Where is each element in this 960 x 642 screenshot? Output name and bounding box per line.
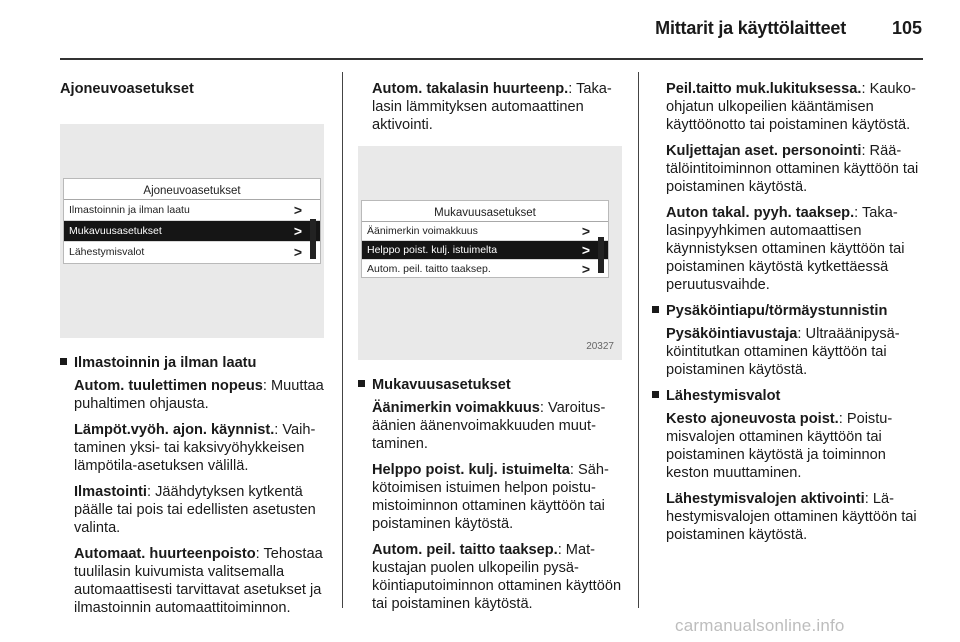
definition: : Kauko-ohjatun ulkopeilien kääntämisen käyttöönotto tai poistaminen käytöstä. bbox=[666, 81, 916, 133]
definition-item bbox=[74, 377, 332, 413]
bullet-heading bbox=[358, 376, 624, 394]
bullet-square-icon bbox=[652, 391, 659, 398]
definition-item bbox=[666, 80, 924, 134]
figure-code: 20327 bbox=[586, 341, 614, 352]
screen-row-label: Mukavuusasetukset bbox=[69, 225, 162, 237]
term: Ilmastointi bbox=[74, 484, 147, 500]
screen-row-label: Autom. peil. taitto taaksep. bbox=[367, 263, 491, 275]
definition: : Varoitusäänien äänenvoimakkuuden muuttaminen. bbox=[372, 400, 606, 452]
term: Lähestymisvalojen aktivointi bbox=[666, 491, 865, 507]
chevron-right-icon: > bbox=[581, 223, 590, 239]
definition: : Lähestymisvalojen ottaminen käyttöön tai poistaminen käytöstä. bbox=[666, 491, 917, 543]
chevron-right-icon: > bbox=[581, 261, 590, 277]
definition-item bbox=[666, 325, 924, 379]
definition-item bbox=[74, 421, 332, 475]
chevron-right-icon: > bbox=[293, 223, 302, 239]
bullet-heading-text: Lähestymisvalot bbox=[666, 388, 781, 404]
scrollbar bbox=[310, 219, 316, 259]
chevron-right-icon: > bbox=[581, 242, 590, 258]
definition-item bbox=[372, 461, 624, 533]
definition-item bbox=[74, 545, 332, 617]
term: Äänimerkin voimakkuus bbox=[372, 400, 540, 416]
definition-item bbox=[666, 490, 924, 544]
definition-item bbox=[372, 80, 624, 134]
definition-item bbox=[666, 142, 924, 196]
bullet-heading bbox=[652, 387, 924, 405]
bullet-heading-text: Pysäköintiapu/törmäystunnistin bbox=[666, 303, 888, 319]
column-1 bbox=[60, 80, 332, 625]
screen-title: Ajoneuvoasetukset bbox=[64, 179, 320, 200]
screen-vehicle-settings bbox=[63, 178, 321, 264]
term: Autom. takalasin huurteenp. bbox=[372, 81, 569, 97]
term: Automaat. huurteenpoisto bbox=[74, 546, 256, 562]
screen-row bbox=[362, 222, 608, 241]
bullet-heading-text: Mukavuusasetukset bbox=[372, 377, 511, 393]
screen-row bbox=[64, 200, 320, 221]
term: Kesto ajoneuvosta poist. bbox=[666, 411, 839, 427]
bullet-square-icon bbox=[652, 306, 659, 313]
definition: : Poistumisvalojen ottaminen käyttöön tai poistaminen käytöstä ja toiminnon keston muuttaminen. bbox=[666, 411, 893, 481]
definition: : Vaihtaminen yksi- tai kaksivyöhykkeisen lämpötila-asetuksen välillä. bbox=[74, 422, 316, 474]
column-divider-1 bbox=[342, 72, 343, 608]
term: Lämpöt.vyöh. ajon. käynnist. bbox=[74, 422, 275, 438]
term: Helppo poist. kulj. istuimelta bbox=[372, 462, 570, 478]
page-header-title: Mittarit ja käyttölaitteet bbox=[655, 18, 846, 38]
bullet-square-icon bbox=[60, 358, 67, 365]
definition-item bbox=[666, 204, 924, 294]
bullet-square-icon bbox=[358, 380, 365, 387]
definition: : Ultraäänipysäköintitutkan ottaminen käyttöön tai poistaminen käytöstä. bbox=[666, 326, 900, 378]
screen-comfort-settings bbox=[361, 200, 609, 278]
term: Autom. tuulettimen nopeus bbox=[74, 378, 263, 394]
definition: : Takalasinpyyhkimen automaattisen käynnistyksen ottaminen käyttöön tai poistaminen käytöstä kytkettäessä peruutusvaihde. bbox=[666, 205, 905, 293]
definition: : Muuttaa puhaltimen ohjausta. bbox=[74, 378, 324, 412]
screen-row bbox=[362, 260, 608, 278]
term: Autom. peil. taitto taaksep. bbox=[372, 542, 558, 558]
term: Auton takal. pyyh. taaksep. bbox=[666, 205, 855, 221]
page-number: 105 bbox=[891, 18, 922, 38]
screen-row-label: Äänimerkin voimakkuus bbox=[367, 225, 478, 237]
screen-row-label: Lähestymisvalot bbox=[69, 246, 145, 258]
term: Kuljettajan aset. personointi bbox=[666, 143, 862, 159]
screen-row-label: Ilmastoinnin ja ilman laatu bbox=[69, 204, 190, 216]
definition: : Sähkötoimisen istuimen helpon poistumistoiminnon ottaminen käyttöön tai poistaminen käytöstä. bbox=[372, 462, 609, 532]
bullet-heading bbox=[60, 354, 332, 372]
definition-item bbox=[372, 541, 624, 613]
chevron-right-icon: > bbox=[293, 244, 302, 260]
definition-item bbox=[74, 483, 332, 537]
figure-comfort-settings bbox=[358, 146, 622, 360]
bullet-heading-text: Ilmastoinnin ja ilman laatu bbox=[74, 355, 257, 371]
column-divider-2 bbox=[638, 72, 639, 608]
definition: : Matkustajan puolen ulkopeilin pysäköintiaputoiminnon ottaminen käyttöön tai poistaminen käytöstä. bbox=[372, 542, 622, 612]
chevron-right-icon: > bbox=[293, 202, 302, 218]
scrollbar bbox=[598, 237, 604, 273]
definition: : Jäähdytyksen kytkentä päälle tai pois tai edellisten asetusten valinta. bbox=[74, 484, 316, 536]
bullet-heading bbox=[652, 302, 924, 320]
term: Pysäköintiavustaja bbox=[666, 326, 798, 342]
screen-row-label: Helppo poist. kulj. istuimelta bbox=[367, 244, 498, 256]
definition-item bbox=[666, 410, 924, 482]
definition: : Tehostaa tuulilasin kuivumista valitsemalla automaattisesti tarvittavat asetukset ja ilmastoinnin automaattitoiminnon. bbox=[74, 546, 323, 616]
column-3 bbox=[652, 80, 924, 552]
column-2 bbox=[358, 80, 624, 621]
watermark: carmanualsonline.info bbox=[675, 616, 845, 635]
screen-row-selected bbox=[362, 241, 608, 260]
definition-item bbox=[372, 399, 624, 453]
definition: : Takalasin lämmityksen automaattinen aktivointi. bbox=[372, 81, 612, 133]
screen-row-selected bbox=[64, 221, 320, 242]
figure-vehicle-settings bbox=[60, 124, 324, 338]
screen-row bbox=[64, 242, 320, 262]
screen-title: Mukavuusasetukset bbox=[362, 201, 608, 222]
section-heading: Ajoneuvoasetukset bbox=[60, 81, 194, 97]
term: Peil.taitto muk.lukituksessa. bbox=[666, 81, 862, 97]
definition: : Räätälöintitoiminnon ottaminen käyttöön tai poistaminen käytöstä. bbox=[666, 143, 919, 195]
header-rule bbox=[60, 58, 923, 60]
